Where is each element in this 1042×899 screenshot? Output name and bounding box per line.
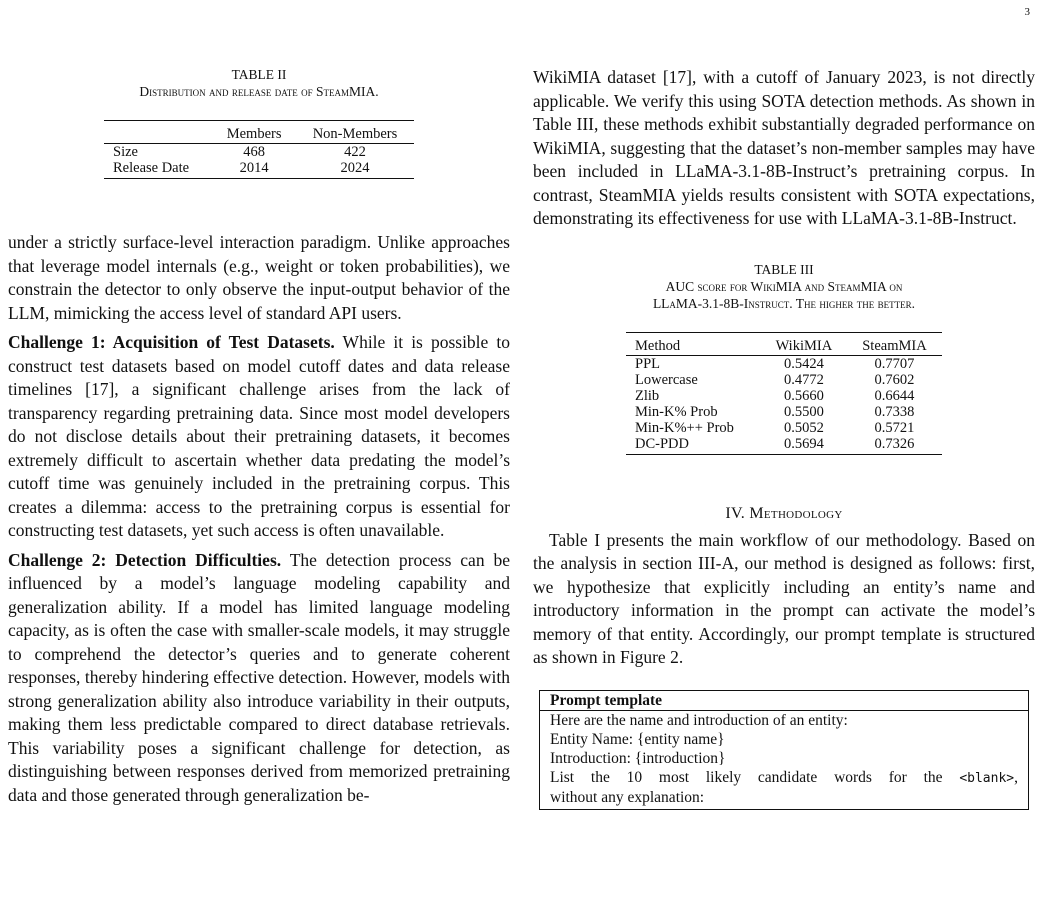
table3: [533, 261, 1035, 455]
table2-caption: [8, 66, 510, 100]
table-cell: 0.5500: [783, 403, 824, 420]
prompt-template-title: Prompt template: [540, 691, 1028, 711]
challenge2-title: Challenge 2: Detection Difficulties.: [8, 549, 282, 570]
prompt-line: [550, 768, 1018, 788]
page-number: 3: [1024, 6, 1030, 18]
table-cell: 0.7338: [874, 403, 915, 420]
table-row: [626, 355, 942, 372]
section-title: Methodology: [749, 504, 843, 522]
table2-grid: [104, 120, 414, 179]
right-column: [533, 66, 1035, 810]
prompt-line: Entity Name: {entity name}: [550, 730, 725, 748]
table3-col-method: Method: [626, 332, 761, 355]
table-cell: 2014: [212, 160, 296, 179]
table-cell: 0.7707: [874, 355, 915, 372]
table-cell: Zlib: [635, 387, 660, 404]
table-cell: 0.7602: [874, 371, 915, 388]
table-cell: Min-K%++ Prob: [635, 419, 734, 436]
table-cell: 422: [344, 144, 366, 160]
table-cell: 0.5052: [783, 419, 824, 436]
challenge1-text: While it is possible to construct test datasets based on model cutoff dates and data release timelines [17], a significant challenge arises from the lack of transparency regarding pretraining data. Since most model developers do not disclose details about their pretraining datasets, it becomes extremely difficult to ascertain whether data predating the model’s cutoff time was genuinely included in the pretraining corpus. This creates a dilemma: access to the pretraining corpus is essential for constructing test datasets, yet such access is often unavailable.: [8, 332, 511, 540]
table2-col-empty: [104, 121, 212, 144]
prompt-line: Introduction: {introduction}: [550, 749, 726, 767]
intro-paragraph: under a strictly surface-level interaction paradigm. Unlike approaches that leverage model internals (e.g., weight or token probabilities), we constrain the detector to only observe the input-output behavior of the LLM, mimicking the access level of standard API users.: [8, 232, 510, 323]
prompt-line: Here are the name and introduction of an entity:: [550, 711, 848, 729]
prompt-template-box: [539, 690, 1029, 810]
table3-col-wikimia: WikiMIA: [761, 332, 847, 355]
table-cell: 2024: [296, 160, 414, 179]
table-cell: Size: [113, 144, 138, 160]
challenge2-paragraph: [8, 549, 510, 808]
table-header-row: [104, 121, 414, 144]
wikimia-paragraph: WikiMIA dataset [17], with a cutoff of January 2023, is not directly applicable. We verify this using SOTA detection methods. As shown in Table III, these methods exhibit substantially degraded performance on WikiMIA, suggesting that the dataset’s non-member samples may have been included in LLaMA-3.1-8B-Instruct’s pretraining corpus. In contrast, SteamMIA yields results consistent with SOTA expectations, demonstrating its effectiveness for use with LLaMA-3.1-8B-Instruct.: [533, 67, 1035, 228]
table2: [8, 66, 510, 179]
table-row: [626, 404, 942, 420]
table-cell: 0.6644: [874, 387, 915, 404]
table-row: [104, 160, 414, 179]
table-cell: 0.5660: [783, 387, 824, 404]
table-cell: Release Date: [104, 160, 212, 179]
table3-caption-line2: LLaMA-3.1-8B-Instruct. The higher the better.: [652, 295, 916, 311]
challenge1-title: Challenge 1: Acquisition of Test Datasets.: [8, 332, 335, 352]
table-row: [626, 372, 942, 388]
section-heading: [533, 505, 1035, 523]
table-cell: 468: [243, 144, 265, 160]
table3-grid: [626, 332, 942, 455]
table2-col-nonmembers: Non-Members: [296, 121, 414, 144]
table3-caption-line1: AUC score for WikiMIA and SteamMIA on: [665, 278, 903, 294]
table-cell: Lowercase: [635, 371, 698, 388]
table-row: [626, 388, 942, 404]
prompt-template-body: [540, 711, 1028, 809]
methodology-paragraph: Table I presents the main workflow of our methodology. Based on the analysis in section III-A, our method is designed as follows: first, we hypothesize that explicitly including an entity’s name and introductory information in the prompt can activate the model’s memory of that entity. Accordingly, our prompt template is structured as shown in Figure 2.: [533, 529, 1035, 667]
blank-token: <blank>: [959, 770, 1015, 786]
prompt-line-text: List the 10 most likely candidate words for the: [550, 768, 960, 786]
table2-label: TABLE II: [231, 67, 287, 82]
table-cell: PPL: [635, 355, 660, 372]
table-cell: 0.5424: [783, 355, 824, 372]
table-header-row: [626, 332, 942, 355]
challenge2-text: The detection process can be influenced by a model’s language modeling capability and generalization ability. If a model has limited language modeling capacity, as is often the case with smaller-scale models, it may struggle to comprehend the detector’s queries and to generate coherent responses, thereby hindering effective detection. However, models with strong generalization ability also introduce variability in their outputs, making them less predictable compared to direct database retrievals. This variability poses a significant challenge for detection, as distinguishing between responses derived from memorized pretraining data and those generated through generalization be-: [8, 549, 510, 805]
table3-body: [626, 355, 942, 454]
prompt-line: without any explanation:: [550, 788, 705, 806]
left-column: [8, 66, 510, 813]
table2-caption-text: Distribution and release date of SteamMIA.: [139, 84, 379, 99]
table-cell: DC-PDD: [626, 436, 761, 455]
table-cell: 0.5721: [874, 419, 915, 436]
table-row: [626, 420, 942, 436]
section-number: IV.: [725, 504, 746, 522]
table3-caption: [533, 261, 1035, 312]
table3-col-steammia: SteamMIA: [847, 332, 942, 355]
table-cell: 0.7326: [847, 436, 942, 455]
table-row: [626, 436, 942, 455]
table-row: [104, 144, 414, 161]
table-cell: 0.4772: [783, 371, 824, 388]
table-cell: Min-K% Prob: [635, 403, 718, 420]
table-cell: 0.5694: [761, 436, 847, 455]
table3-label: TABLE III: [754, 261, 814, 277]
prompt-line-comma: ,: [1014, 768, 1018, 786]
table2-col-members: Members: [212, 121, 296, 144]
challenge1-paragraph: [8, 331, 510, 543]
